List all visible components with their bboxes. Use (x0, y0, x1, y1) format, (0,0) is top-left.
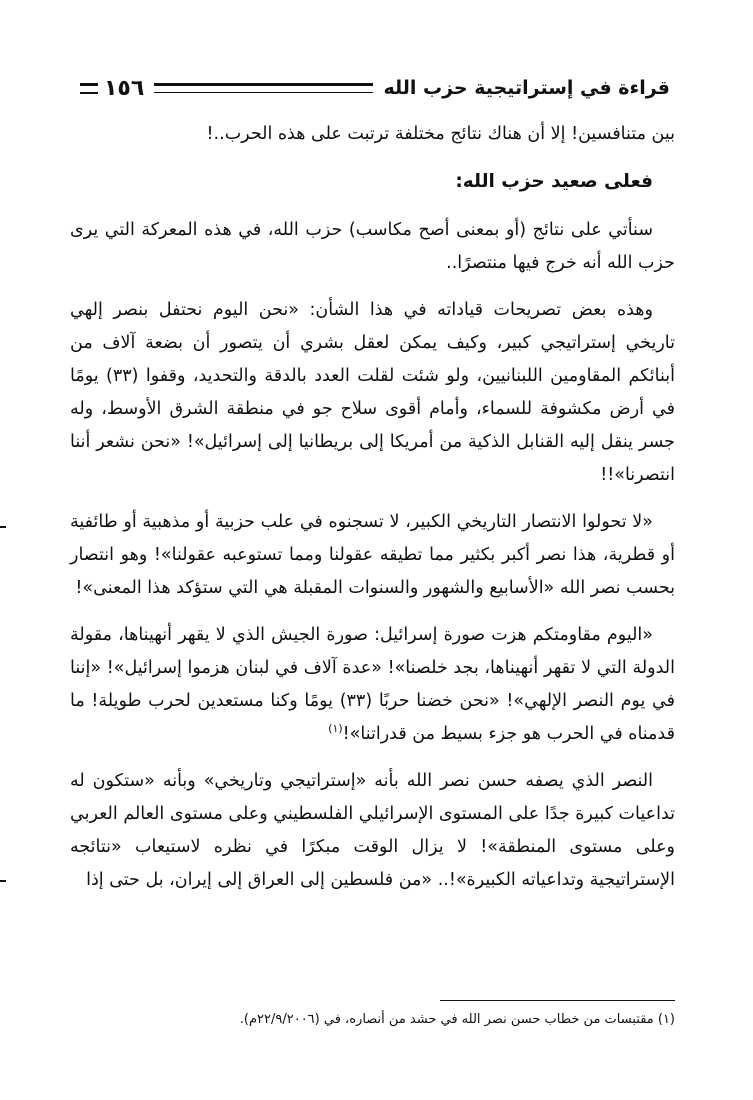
paragraph (70, 619, 675, 751)
book-title: قراءة في إستراتيجية حزب الله (383, 77, 670, 99)
header-end-mark (80, 83, 98, 94)
running-header (80, 70, 670, 106)
section-heading: فعلى صعيد حزب الله: (455, 171, 653, 192)
paragraph: وهذه بعض تصريحات قياداته في هذا الشأن: «نحن اليوم نحتفل بنصر إلهي تاريخي إستراتيجي كبير، وكيف يمكن لعقل بشري أن يتصور أن بضعة آلاف من أبنائكم المقاومين اللبنانيين، ولو شئت لقلت العدد بالدقة والتحديد، وقفوا (٣٣) يومًا في أرض مكشوفة للسماء، وأمام أقوى سلاح جو في منطقة الشرق الأوسط، وله جسر ينقل إليه القنابل الذكية من أمريكا إلى بريطانيا إلى إسرائيل»! «نحن نشعر أننا انتصرنا»!! (70, 300, 675, 485)
page-number: ١٥٦ (104, 75, 145, 101)
footnote: (١) مقتبسات من خطاب حسن نصر الله في حشد من أنصاره، في (٢٢/٩/٢٠٠٦م). (239, 1012, 675, 1027)
margin-mark (0, 880, 6, 882)
margin-mark (0, 526, 6, 528)
footnote-reference: (١) (328, 722, 343, 736)
paragraph: سنأتي على نتائج (أو بمعنى أصح مكاسب) حزب الله، في هذه المعركة التي يرى حزب الله أنه خرج فيها منتصرًا.. (70, 220, 675, 273)
footnote-separator (440, 1000, 675, 1001)
paragraph-text: «اليوم مقاومتكم هزت صورة إسرائيل: صورة الجيش الذي لا يقهر أنهيناها، مقولة الدولة التي لا تقهر أنهيناها، بجد خلصنا»! «عدة آلاف في لبنان هزموا إسرائيل»! «إننا في يوم النصر الإلهي»! «نحن خضنا حربًا (٣٣) يومًا وكنا مستعدين لحرب طويلة! ما قدمناه في الحرب هو جزء بسيط من قدراتنا»! (70, 625, 675, 744)
paragraph: النصر الذي يصفه حسن نصر الله بأنه «إستراتيجي وتاريخي» وبأنه «ستكون له تداعيات كبيرة جدًا على المستوى الإسرائيلي الفلسطيني وعلى مستوى العالم العربي وعلى مستوى المنطقة»! لا يزال الوقت مبكرًا في نظره لاستيعاب «نتائجه الإستراتيجية وتداعياته الكبيرة»!.. «من فلسطين إلى العراق إلى إيران، بل حتى إذا (70, 771, 675, 890)
body-text (70, 118, 675, 911)
paragraph: «لا تحولوا الانتصار التاريخي الكبير، لا تسجنوه في علب حزبية أو مذهبية أو طائفية أو قطرية، هذا نصر أكبر بكثير مما تطيقه عقولنا ومما تستوعبه عقولنا»! وهو انتصار بحسب نصر الله «الأسابيع والشهور والسنوات المقبلة هي التي ستؤكد هذا المعنى»! (70, 512, 675, 598)
header-rule (154, 83, 373, 93)
paragraph: بين متنافسين! إلا أن هناك نتائج مختلفة ترتبت على هذه الحرب..! (206, 124, 675, 144)
